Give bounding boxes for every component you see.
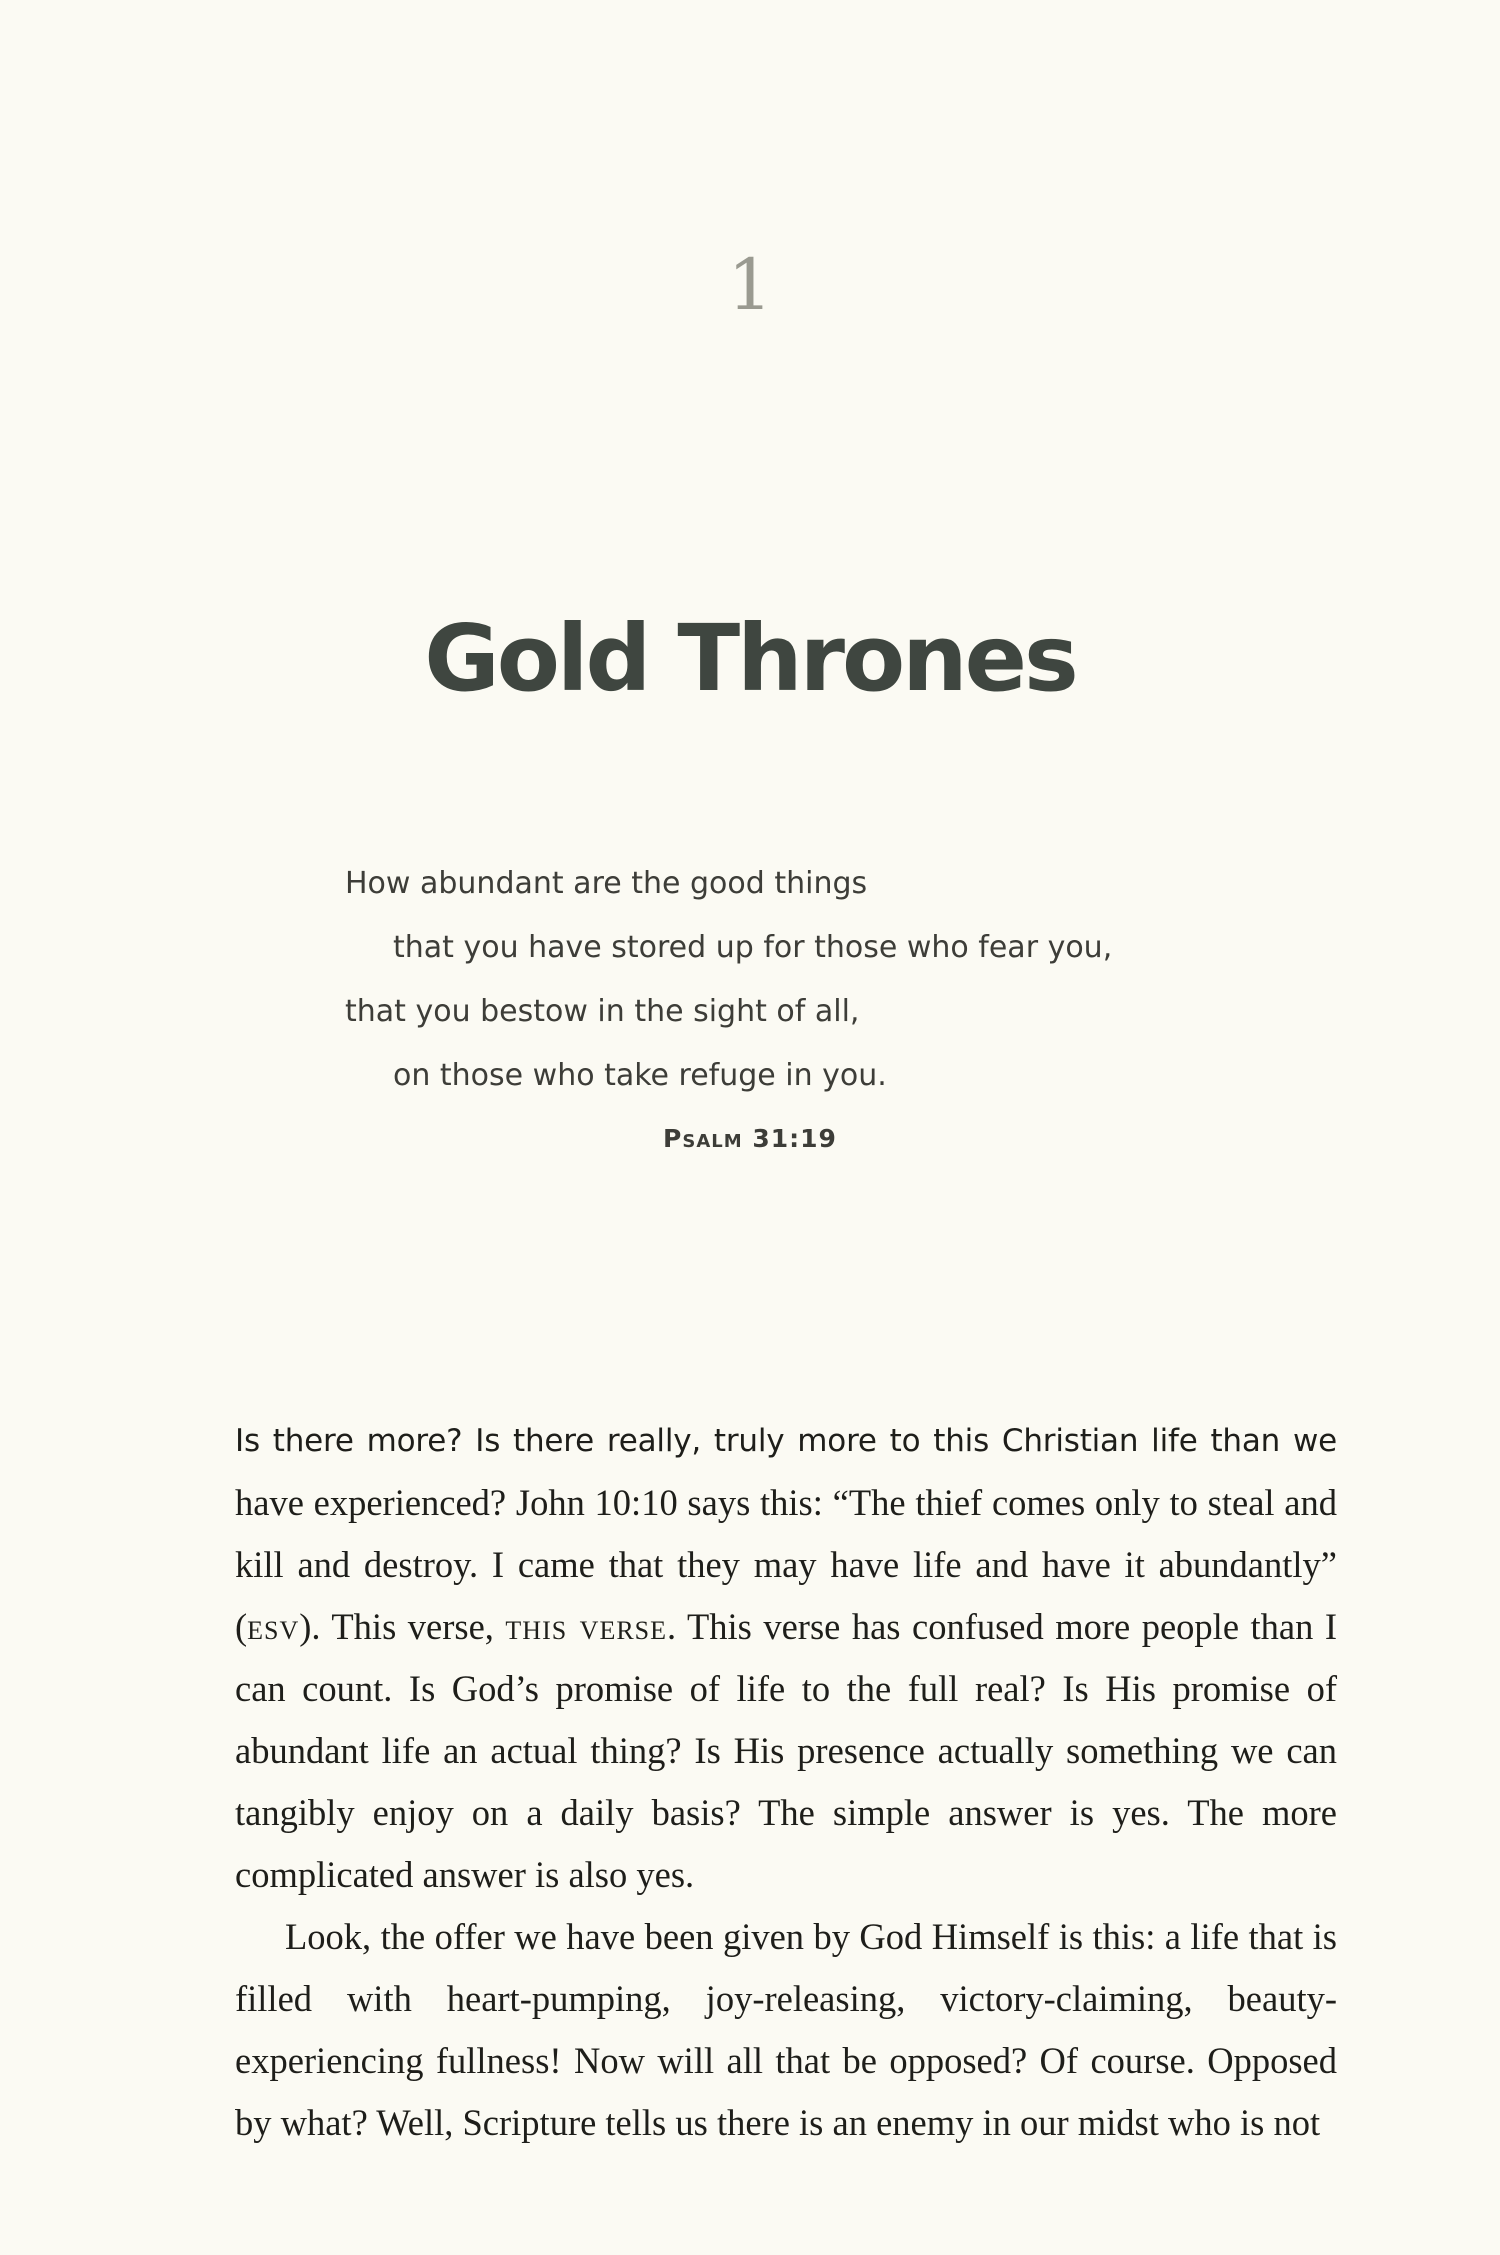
paragraph-lead-in: Is there more? Is there really, truly more to this Christian life than we	[235, 1423, 1337, 1459]
paragraph: Look, the offer we have been given by God Himself is this: a life that is filled with heart-pumping, joy-releasing, victory-claiming, beauty-experiencing fullness! Now will all that be opposed? Of course. Opposed by what? Well, Scripture tells us there is an enemy in our midst who is not	[235, 1916, 1337, 2143]
paragraph-text: ). This verse,	[299, 1606, 506, 1647]
chapter-title: Gold Thrones	[424, 605, 1076, 712]
chapter-number: 1	[727, 244, 773, 326]
epigraph-citation	[0, 1124, 1500, 1153]
citation-text: Psalm 31:19	[663, 1124, 837, 1153]
paragraph-text: . This verse has confused more people than I can count. Is God’s promise of life to the full real? Is His promise of abundant life an actual thing? Is His presence actually something we can tangibly enjoy on a daily basis? The simple answer is yes. The more complicated answer is also yes.	[235, 1606, 1337, 1895]
epigraph	[345, 852, 1245, 1108]
paragraph	[235, 1408, 1337, 1906]
epigraph-line: on those who take refuge in you.	[393, 1058, 887, 1093]
paragraph-text: have experienced? John 10:10 says this: “The thief comes only to steal and kill and destroy. I came that they may have life and have it abundantly” (	[235, 1482, 1337, 1647]
emphasis-small-caps: this verse	[505, 1606, 668, 1647]
version-abbrev: esv	[247, 1606, 300, 1647]
epigraph-line: that you bestow in the sight of all,	[345, 994, 860, 1029]
epigraph-line: that you have stored up for those who fear you,	[393, 930, 1113, 965]
body-text	[235, 1408, 1337, 2154]
epigraph-line: How abundant are the good things	[345, 866, 868, 901]
